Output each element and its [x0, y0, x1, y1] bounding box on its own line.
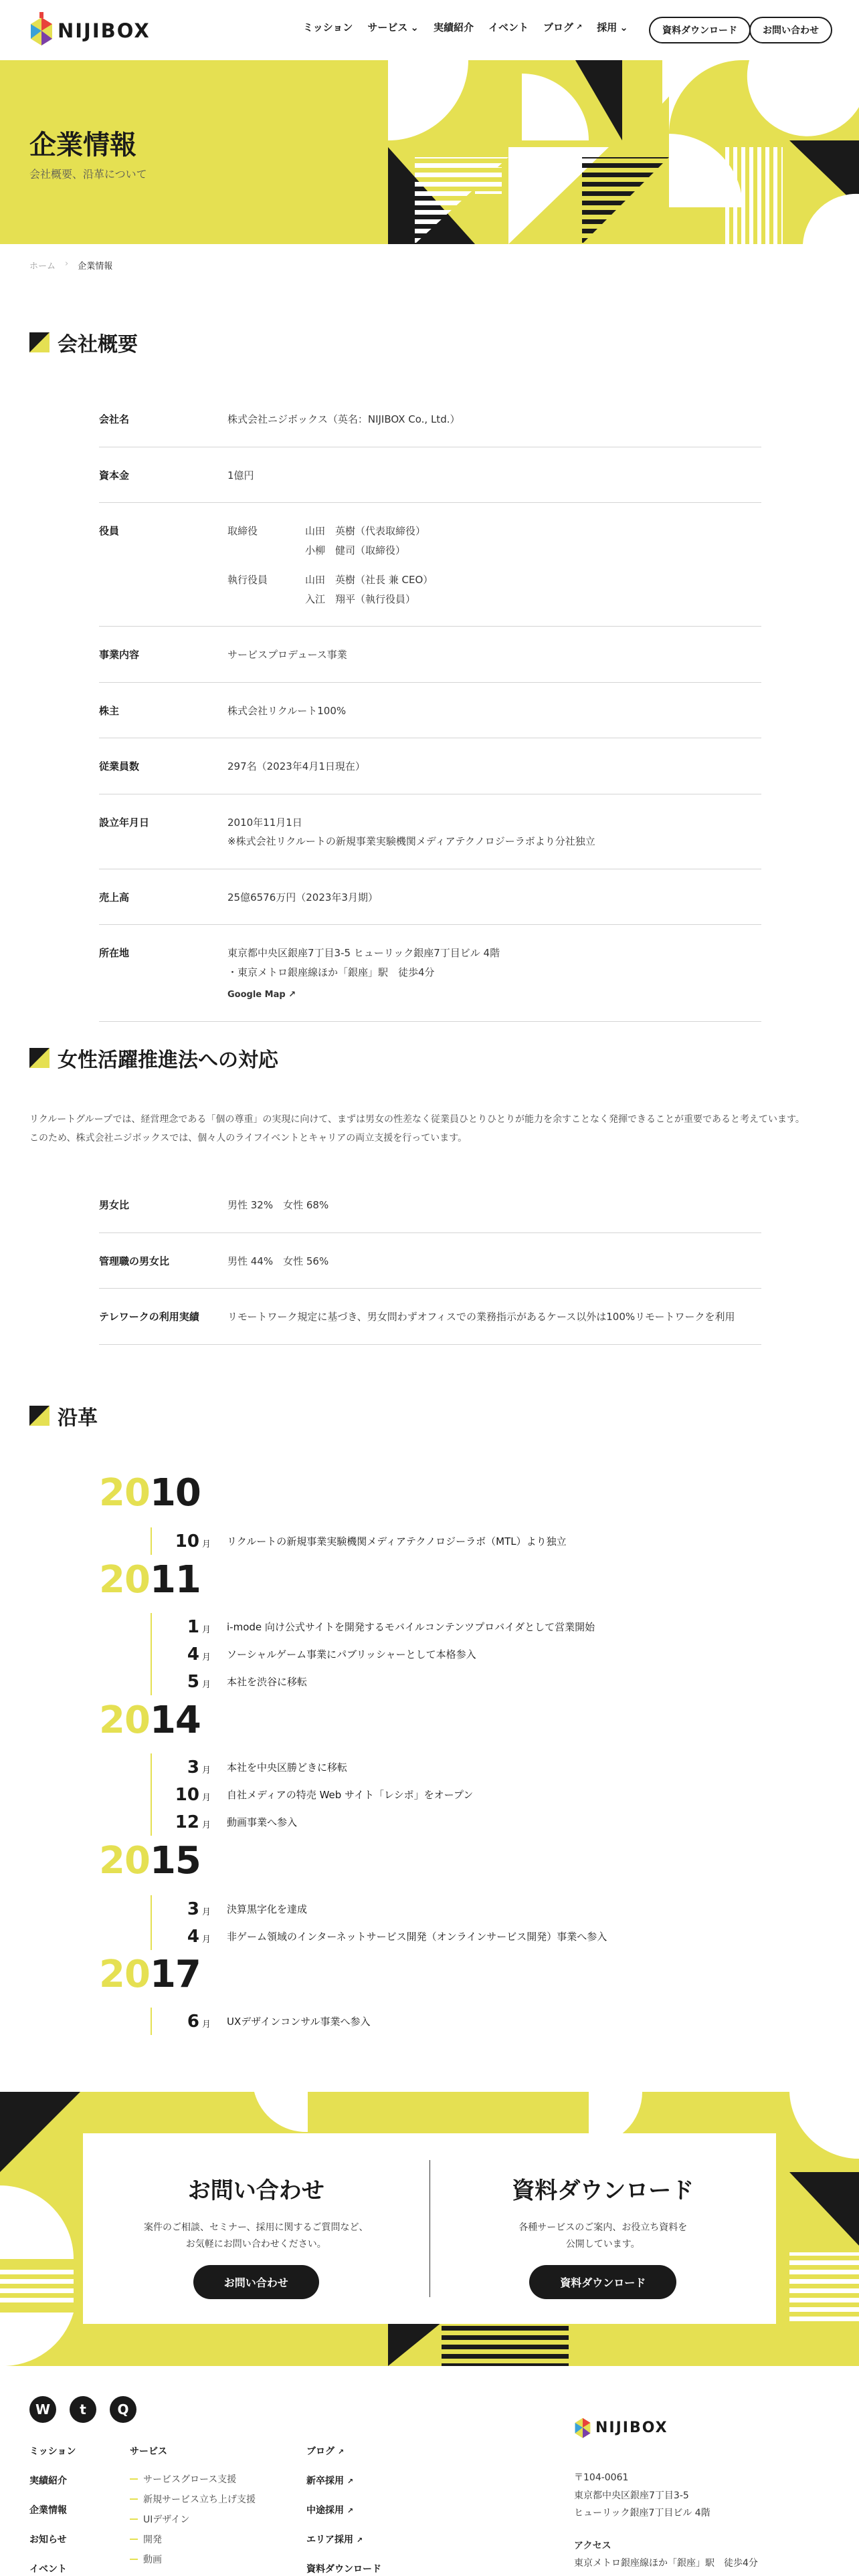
- event-text: i-mode 向け公式サイトを開発するモバイルコンテンツプロバイダとして営業開始: [227, 1621, 595, 1633]
- cta-desc-line: 案件のご相談、セミナー、採用に関するご質問など、: [144, 2222, 369, 2233]
- row-label: 所在地: [99, 947, 130, 959]
- event-month: 5: [187, 1671, 199, 1692]
- external-link-icon: ↗: [337, 2448, 345, 2456]
- officer-role: 執行役員: [227, 574, 268, 586]
- footer-link[interactable]: お知らせ: [29, 2535, 67, 2545]
- officers-row: [99, 503, 761, 627]
- section-mark-icon: [29, 1048, 50, 1068]
- footer-address: [574, 2469, 758, 2573]
- page-subtitle: 会社概要、沿革について: [29, 168, 147, 181]
- cta-desc-line: 各種サービスのご案内、お役立ち資料を: [518, 2222, 688, 2233]
- nav-label: サービス: [367, 21, 408, 33]
- logo-mark-icon: [574, 2414, 591, 2441]
- logo-mark-icon: [29, 12, 54, 49]
- nav-service[interactable]: [367, 20, 419, 34]
- footer-service-list: [130, 2472, 256, 2573]
- footer-sublink[interactable]: 開発: [130, 2533, 256, 2553]
- row-label: 男女比: [99, 1199, 130, 1211]
- row-value: 男性 44% 女性 56%: [227, 1255, 329, 1267]
- hero: [0, 60, 859, 244]
- row-label: 従業員数: [99, 760, 140, 772]
- row-value: 男性 32% 女性 68%: [227, 1199, 329, 1211]
- row-label: 株主: [99, 704, 120, 717]
- month-unit: 月: [201, 1907, 211, 1917]
- twitter-icon[interactable]: t: [70, 2396, 96, 2423]
- footer-link[interactable]: サービス: [130, 2446, 167, 2457]
- footer-link[interactable]: [306, 2474, 381, 2503]
- wantedly-icon[interactable]: W: [29, 2396, 56, 2423]
- footer-link[interactable]: 企業情報: [29, 2505, 67, 2516]
- section-mark-icon: [29, 332, 50, 352]
- event-text: 本社を渋谷に移転: [227, 1676, 308, 1688]
- month-unit: 月: [201, 1792, 211, 1803]
- cta-desc-line: お気軽にお問い合わせください。: [185, 2239, 326, 2250]
- event-month: 3: [187, 1757, 199, 1778]
- history-event: [172, 1923, 607, 1950]
- event-text: 動画事業へ参入: [227, 1816, 298, 1828]
- cta-download: [430, 2133, 777, 2324]
- event-text: 自社メディアの特売 Web サイト「レシポ」をオープン: [227, 1789, 474, 1801]
- history-event: [172, 1640, 595, 1668]
- cta-desc: [430, 2220, 777, 2253]
- row-label: 設立年月日: [99, 816, 150, 829]
- section-heading: 女性活躍推進法への対応: [58, 1049, 278, 1072]
- history-event: [172, 1613, 595, 1640]
- chevron-down-icon: ⌄: [619, 21, 628, 33]
- nav-event[interactable]: [488, 20, 529, 34]
- footer-link[interactable]: 資料ダウンロード: [306, 2564, 381, 2575]
- event-month: 10: [175, 1531, 199, 1551]
- row-label: テレワークの利用実績: [99, 1311, 199, 1323]
- footer-logo[interactable]: [574, 2414, 668, 2441]
- row-value: 1億円: [227, 469, 254, 481]
- overview-table: [99, 391, 761, 1022]
- footer-sublink[interactable]: サービスグロース支援: [130, 2472, 256, 2492]
- nav-works[interactable]: [434, 20, 474, 34]
- month-unit: 月: [201, 1765, 211, 1776]
- footer-sublink[interactable]: 新規サービス立ち上げ支援: [130, 2492, 256, 2512]
- breadcrumb-current: 企業情報: [78, 261, 113, 272]
- footer-link-label: 中途採用: [306, 2505, 344, 2516]
- event-text: ソーシャルゲーム事業にパブリッシャーとして本格参入: [227, 1648, 476, 1660]
- nav-label: 実績紹介: [434, 21, 474, 33]
- officer-name: 山田 英樹（代表取締役）: [305, 525, 426, 537]
- year-events: [151, 1613, 595, 1695]
- external-link-icon: ↗: [576, 23, 583, 31]
- access-text: 東京メトロ銀座線ほか「銀座」駅 徒歩4分: [574, 2558, 758, 2569]
- cta-title: 資料ダウンロード: [512, 2177, 694, 2204]
- cta-download-button[interactable]: 資料ダウンロード: [529, 2265, 676, 2299]
- history-event: [172, 1668, 595, 1695]
- officer-name: 山田 英樹（社長 兼 CEO）: [305, 574, 434, 586]
- external-link-icon: ↗: [347, 2506, 354, 2515]
- contact-button[interactable]: お問い合わせ: [749, 17, 832, 43]
- nav-label: ブログ: [543, 21, 574, 33]
- hero-geometric-pattern: [388, 60, 859, 244]
- external-link-icon: ↗: [356, 2536, 363, 2545]
- event-text: 決算黒字化を達成: [227, 1903, 308, 1915]
- footer-link[interactable]: [306, 2533, 381, 2562]
- footer-link[interactable]: 実績紹介: [29, 2476, 67, 2486]
- event-text: リクルートの新規事業実験機関メディアテクノロジーラボ（MTL）より独立: [227, 1535, 567, 1547]
- section-title-overview: [29, 328, 138, 357]
- event-month: 6: [187, 2011, 199, 2032]
- event-month: 12: [175, 1812, 199, 1832]
- event-month: 10: [175, 1784, 199, 1805]
- row-label: 役員: [99, 525, 120, 537]
- section-title-women: [29, 1043, 278, 1073]
- row-label: 会社名: [99, 413, 130, 425]
- footer-link[interactable]: [306, 2444, 381, 2474]
- row-value: 25億6576万円（2023年3月期）: [227, 891, 378, 903]
- event-month: 4: [187, 1644, 199, 1665]
- row-value: 東京都中央区銀座7丁目3-5 ヒューリック銀座7丁目ビル 4階: [227, 947, 500, 959]
- breadcrumb-separator: ›: [65, 259, 69, 269]
- row-value: 株式会社ニジボックス（英名：NIJIBOX Co., Ltd.）: [227, 413, 460, 425]
- year-suffix: 14: [149, 1699, 201, 1742]
- history-event: [172, 1781, 473, 1808]
- event-text: UXデザインコンサル事業へ参入: [227, 2016, 371, 2028]
- year-events: [151, 1527, 567, 1555]
- cta-contact: [83, 2133, 430, 2324]
- event-month: 4: [187, 1926, 199, 1947]
- month-unit: 月: [201, 1624, 211, 1635]
- officer-name: 入江 翔平（執行役員）: [305, 593, 416, 605]
- nav-blog[interactable]: [543, 20, 582, 34]
- month-unit: 月: [201, 1539, 211, 1549]
- paragraph: リクルートグループでは、経営理念である「個の尊重」の実現に向けて、まずは男女の性差なく従業員ひとりひとりが能力を余すことなく発揮できることが重要であると考えています。: [29, 1114, 805, 1125]
- cta-box: [83, 2133, 776, 2324]
- breadcrumb: [29, 259, 112, 272]
- zip: 〒104-0061: [574, 2472, 629, 2483]
- qiita-icon[interactable]: Q: [110, 2396, 136, 2423]
- section-heading: 会社概要: [58, 333, 138, 356]
- month-unit: 月: [201, 1652, 211, 1662]
- social-links: [29, 2396, 136, 2423]
- map-link-label: Google Map: [227, 990, 286, 1000]
- event-text: 非ゲーム領域のインターネットサービス開発（オンラインサービス開発）事業へ参入: [227, 1931, 607, 1943]
- footer-sublink[interactable]: UIデザイン: [130, 2512, 256, 2533]
- year-events: [151, 1895, 607, 1950]
- footer-link-label: 新卒採用: [306, 2476, 344, 2486]
- footer-link[interactable]: イベント: [29, 2564, 67, 2575]
- paragraph: このため、株式会社ニジボックスでは、個々人のライフイベントとキャリアの両立支援を行っています。: [29, 1133, 468, 1144]
- page-title: 企業情報: [29, 130, 136, 160]
- event-month: 1: [187, 1616, 199, 1637]
- external-link-icon: ↗: [288, 990, 296, 1000]
- year-prefix: 20: [99, 1471, 150, 1515]
- footer-col-2: [130, 2444, 167, 2474]
- main-nav: [303, 20, 628, 34]
- google-map-link[interactable]: [227, 987, 761, 1004]
- year-events: [151, 2008, 370, 2035]
- footer-link-label: エリア採用: [306, 2535, 353, 2545]
- nav-recruit[interactable]: [597, 20, 628, 34]
- history-year: [99, 1699, 201, 1742]
- section-heading: 沿革: [58, 1406, 98, 1430]
- nav-label: ミッション: [303, 21, 353, 33]
- site-header: [0, 0, 859, 60]
- address-line: 東京都中央区銀座7丁目3-5: [574, 2490, 689, 2501]
- year-prefix: 20: [99, 1839, 150, 1883]
- location-row: [99, 925, 761, 1022]
- year-suffix: 17: [149, 1953, 201, 1996]
- footer-link-label: ブログ: [306, 2446, 335, 2457]
- nav-mission[interactable]: [303, 20, 353, 34]
- row-label: 資本金: [99, 469, 130, 481]
- logo-text: NIJIBOX: [58, 19, 151, 42]
- month-unit: 月: [201, 1934, 211, 1945]
- row-label: 事業内容: [99, 649, 140, 661]
- year-suffix: 11: [149, 1558, 201, 1602]
- year-prefix: 20: [99, 1953, 150, 1996]
- month-unit: 月: [201, 2019, 211, 2030]
- chevron-down-icon: ⌄: [410, 21, 419, 33]
- event-month: 3: [187, 1899, 199, 1919]
- section-title-history: [29, 1401, 98, 1430]
- download-button[interactable]: 資料ダウンロード: [649, 17, 751, 43]
- month-unit: 月: [201, 1820, 211, 1830]
- footer-col-1: [29, 2444, 76, 2576]
- history-event: [172, 1753, 473, 1781]
- women-intro: [29, 1110, 832, 1148]
- year-prefix: 20: [99, 1699, 150, 1742]
- year-events: [151, 1753, 473, 1836]
- nav-label: 採用: [597, 21, 617, 33]
- row-value: ・東京メトロ銀座線ほか「銀座」駅 徒歩4分: [227, 966, 435, 978]
- row-label: 売上高: [99, 891, 130, 903]
- history-event: [172, 1895, 607, 1923]
- officer-role: 取締役: [227, 525, 258, 537]
- cta-contact-button[interactable]: お問い合わせ: [193, 2265, 319, 2299]
- external-link-icon: ↗: [347, 2477, 354, 2486]
- row-label: 管理職の男女比: [99, 1255, 170, 1267]
- row-value: 株式会社リクルート100%: [227, 704, 347, 717]
- cta-desc: [83, 2220, 430, 2253]
- history-event: [172, 1527, 567, 1555]
- year-suffix: 10: [149, 1471, 201, 1515]
- nav-label: イベント: [488, 21, 529, 33]
- row-value: サービスプロデュース事業: [227, 649, 347, 661]
- month-unit: 月: [201, 1679, 211, 1690]
- history-year: [99, 1839, 201, 1883]
- row-value: ※株式会社リクルートの新規事業実験機関メディアテクノロジーラボより分社独立: [227, 835, 595, 847]
- officer-name: 小柳 健司（取締役）: [305, 544, 406, 556]
- footer-sublink[interactable]: 動画: [130, 2553, 256, 2573]
- row-value: リモートワーク規定に基づき、男女問わずオフィスでの業務指示があるケース以外は100%リモートワークを利用: [227, 1311, 735, 1323]
- access-heading: アクセス: [574, 2540, 611, 2551]
- row-value: 2010年11月1日: [227, 816, 302, 829]
- row-value: 297名（2023年4月1日現在）: [227, 760, 365, 772]
- footer-col-3: [306, 2444, 381, 2576]
- footer-link[interactable]: [306, 2503, 381, 2533]
- logo-text: NIJIBOX: [595, 2419, 668, 2436]
- address-line: ヒューリック銀座7丁目ビル 4階: [574, 2508, 710, 2519]
- cta-title: お問い合わせ: [187, 2177, 324, 2204]
- history-event: [172, 1808, 473, 1836]
- footer-link[interactable]: ミッション: [29, 2446, 76, 2457]
- cta-desc-line: 公開しています。: [565, 2239, 640, 2250]
- event-text: 本社を中央区勝どきに移転: [227, 1761, 348, 1774]
- history-year: [99, 1471, 201, 1515]
- section-mark-icon: [29, 1406, 50, 1426]
- breadcrumb-home[interactable]: ホーム: [29, 261, 56, 272]
- women-table: [99, 1177, 761, 1345]
- site-logo[interactable]: [29, 12, 151, 49]
- history-year: [99, 1558, 201, 1602]
- history-year: [99, 1953, 201, 1996]
- year-prefix: 20: [99, 1558, 150, 1602]
- year-suffix: 15: [149, 1839, 201, 1883]
- history-event: [172, 2008, 370, 2035]
